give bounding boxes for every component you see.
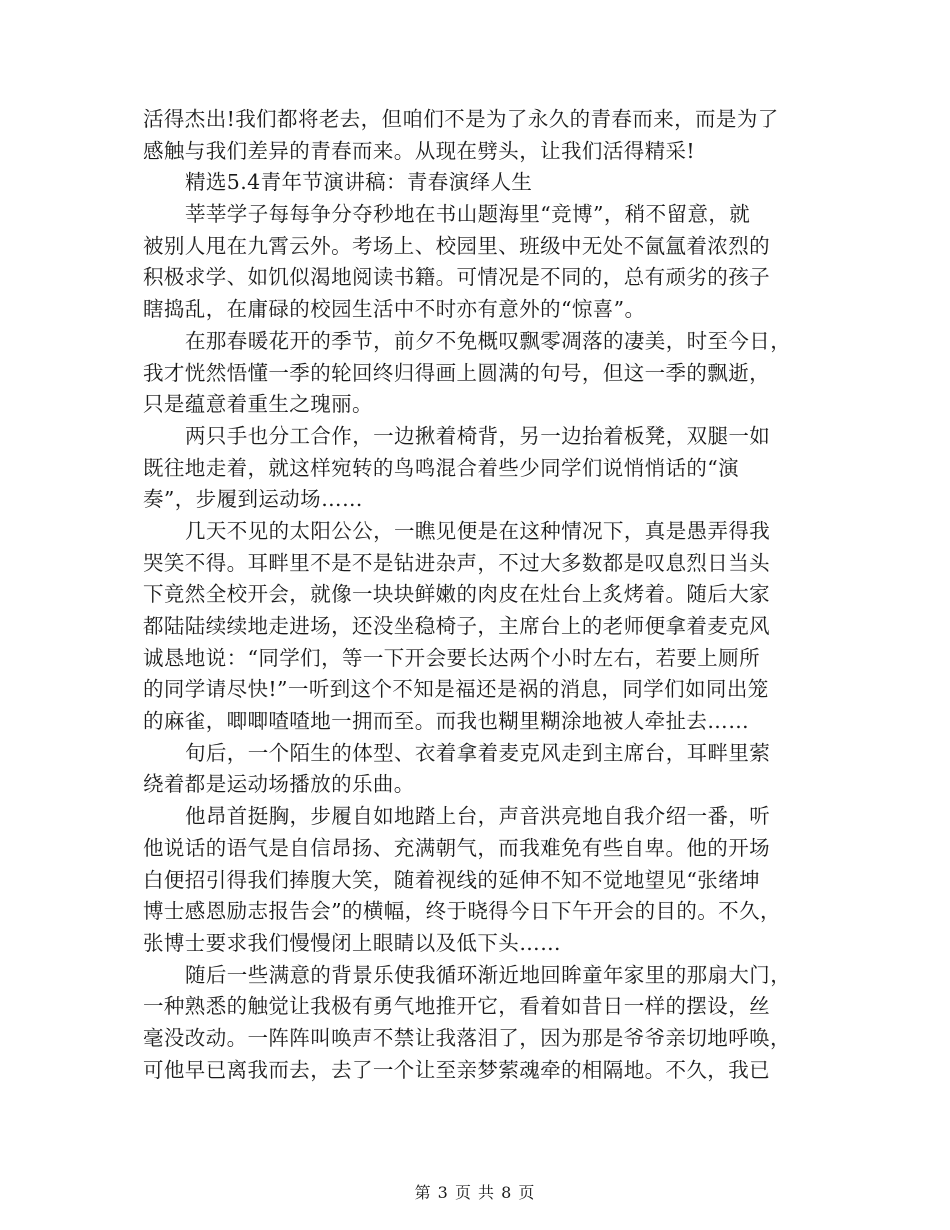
- text-line: 下竟然全校开会，就像一块块鲜嫩的肉皮在灶台上炙烤着。随后大家: [143, 582, 770, 607]
- text-line: 我才恍然悟懂一季的轮回终归得画上圆满的句号，但这一季的飘逝，: [143, 360, 770, 385]
- text-line: 博士感恩励志报告会”的横幅，终于晓得今日下午开会的目的。不久，: [143, 899, 781, 924]
- text-line: 张博士要求我们慢慢闭上眼睛以及低下头……: [143, 930, 561, 955]
- text-line: 一种熟悉的触觉让我极有勇气地推开它，看着如昔日一样的摆设，丝: [143, 994, 770, 1019]
- text-line: 他说话的语气是自信昂扬、充满朝气，而我难免有些自卑。他的开场: [143, 835, 770, 860]
- text-line: 奏”，步履到运动场……: [143, 487, 363, 512]
- text-line: 精选5.4青年节演讲稿：青春演绎人生: [185, 170, 533, 195]
- text-line: 积极求学、如饥似渴地阅读书籍。可情况是不同的，总有顽劣的孩子: [143, 265, 770, 290]
- text-line: 几天不见的太阳公公，一瞧见便是在这种情况下，真是愚弄得我: [185, 518, 771, 543]
- text-line: 绕着都是运动场播放的乐曲。: [143, 772, 415, 797]
- text-line: 旬后，一个陌生的体型、衣着拿着麦克风走到主席台，耳畔里萦: [185, 740, 771, 765]
- text-line: 可他早已离我而去，去了一个让至亲梦萦魂牵的相隔地。不久，我已: [143, 1057, 770, 1082]
- text-line: 毫没改动。一阵阵叫唤声不禁让我落泪了，因为那是爷爷亲切地呼唤，: [143, 1025, 791, 1050]
- text-line: 白便招引得我们捧腹大笑，随着视线的延伸不知不觉地望见“张绪坤: [143, 867, 760, 892]
- text-line: 被别人甩在九霄云外。考场上、校园里、班级中无处不氤氲着浓烈的: [143, 233, 770, 258]
- text-line: 莘莘学子每每争分夺秒地在书山题海里“竞博”，稍不留意，就: [185, 202, 751, 227]
- text-line: 感触与我们差异的青春而来。从现在劈头，让我们活得精采!: [143, 138, 696, 163]
- text-line: 在那春暖花开的季节，前夕不免概叹飘零凋落的凄美，时至今日，: [185, 328, 792, 353]
- text-line: 活得杰出!我们都将老去，但咱们不是为了永久的青春而来，而是为了: [143, 107, 779, 131]
- text-line: 他昂首挺胸，步履自如地踏上台，声音洪亮地自我介绍一番，听: [185, 804, 771, 829]
- text-line: 的麻雀，唧唧喳喳地一拥而至。而我也糊里糊涂地被人牵扯去……: [143, 709, 750, 734]
- text-line: 随后一些满意的背景乐使我循环渐近地回眸童年家里的那扇大门，: [185, 962, 792, 987]
- page-footer: 第 3 页 共 8 页: [414, 1183, 536, 1202]
- text-line: 瞎捣乱，在庸碌的校园生活中不时亦有意外的“惊喜”。: [143, 297, 646, 322]
- text-line: 只是蕴意着重生之瑰丽。: [143, 392, 373, 417]
- text-line: 的同学请尽快!”一听到这个不知是福还是祸的消息，同学们如同出笼: [143, 677, 769, 702]
- text-line: 两只手也分工合作，一边揪着椅背，另一边抬着板凳，双腿一如: [185, 423, 771, 448]
- text-line: 诚恳地说：“同学们，等一下开会要长达两个小时左右，若要上厕所: [143, 645, 760, 670]
- text-line: 哭笑不得。耳畔里不是不是钻进杂声，不过大多数都是叹息烈日当头: [143, 550, 770, 575]
- body-text: [143, 104, 815, 1086]
- text-line: 既往地走着，就这样宛转的鸟鸣混合着些少同学们说悄悄话的“演: [143, 455, 740, 480]
- text-line: 都陆陆续续地走进场，还没坐稳椅子，主席台上的老师便拿着麦克风: [143, 614, 770, 638]
